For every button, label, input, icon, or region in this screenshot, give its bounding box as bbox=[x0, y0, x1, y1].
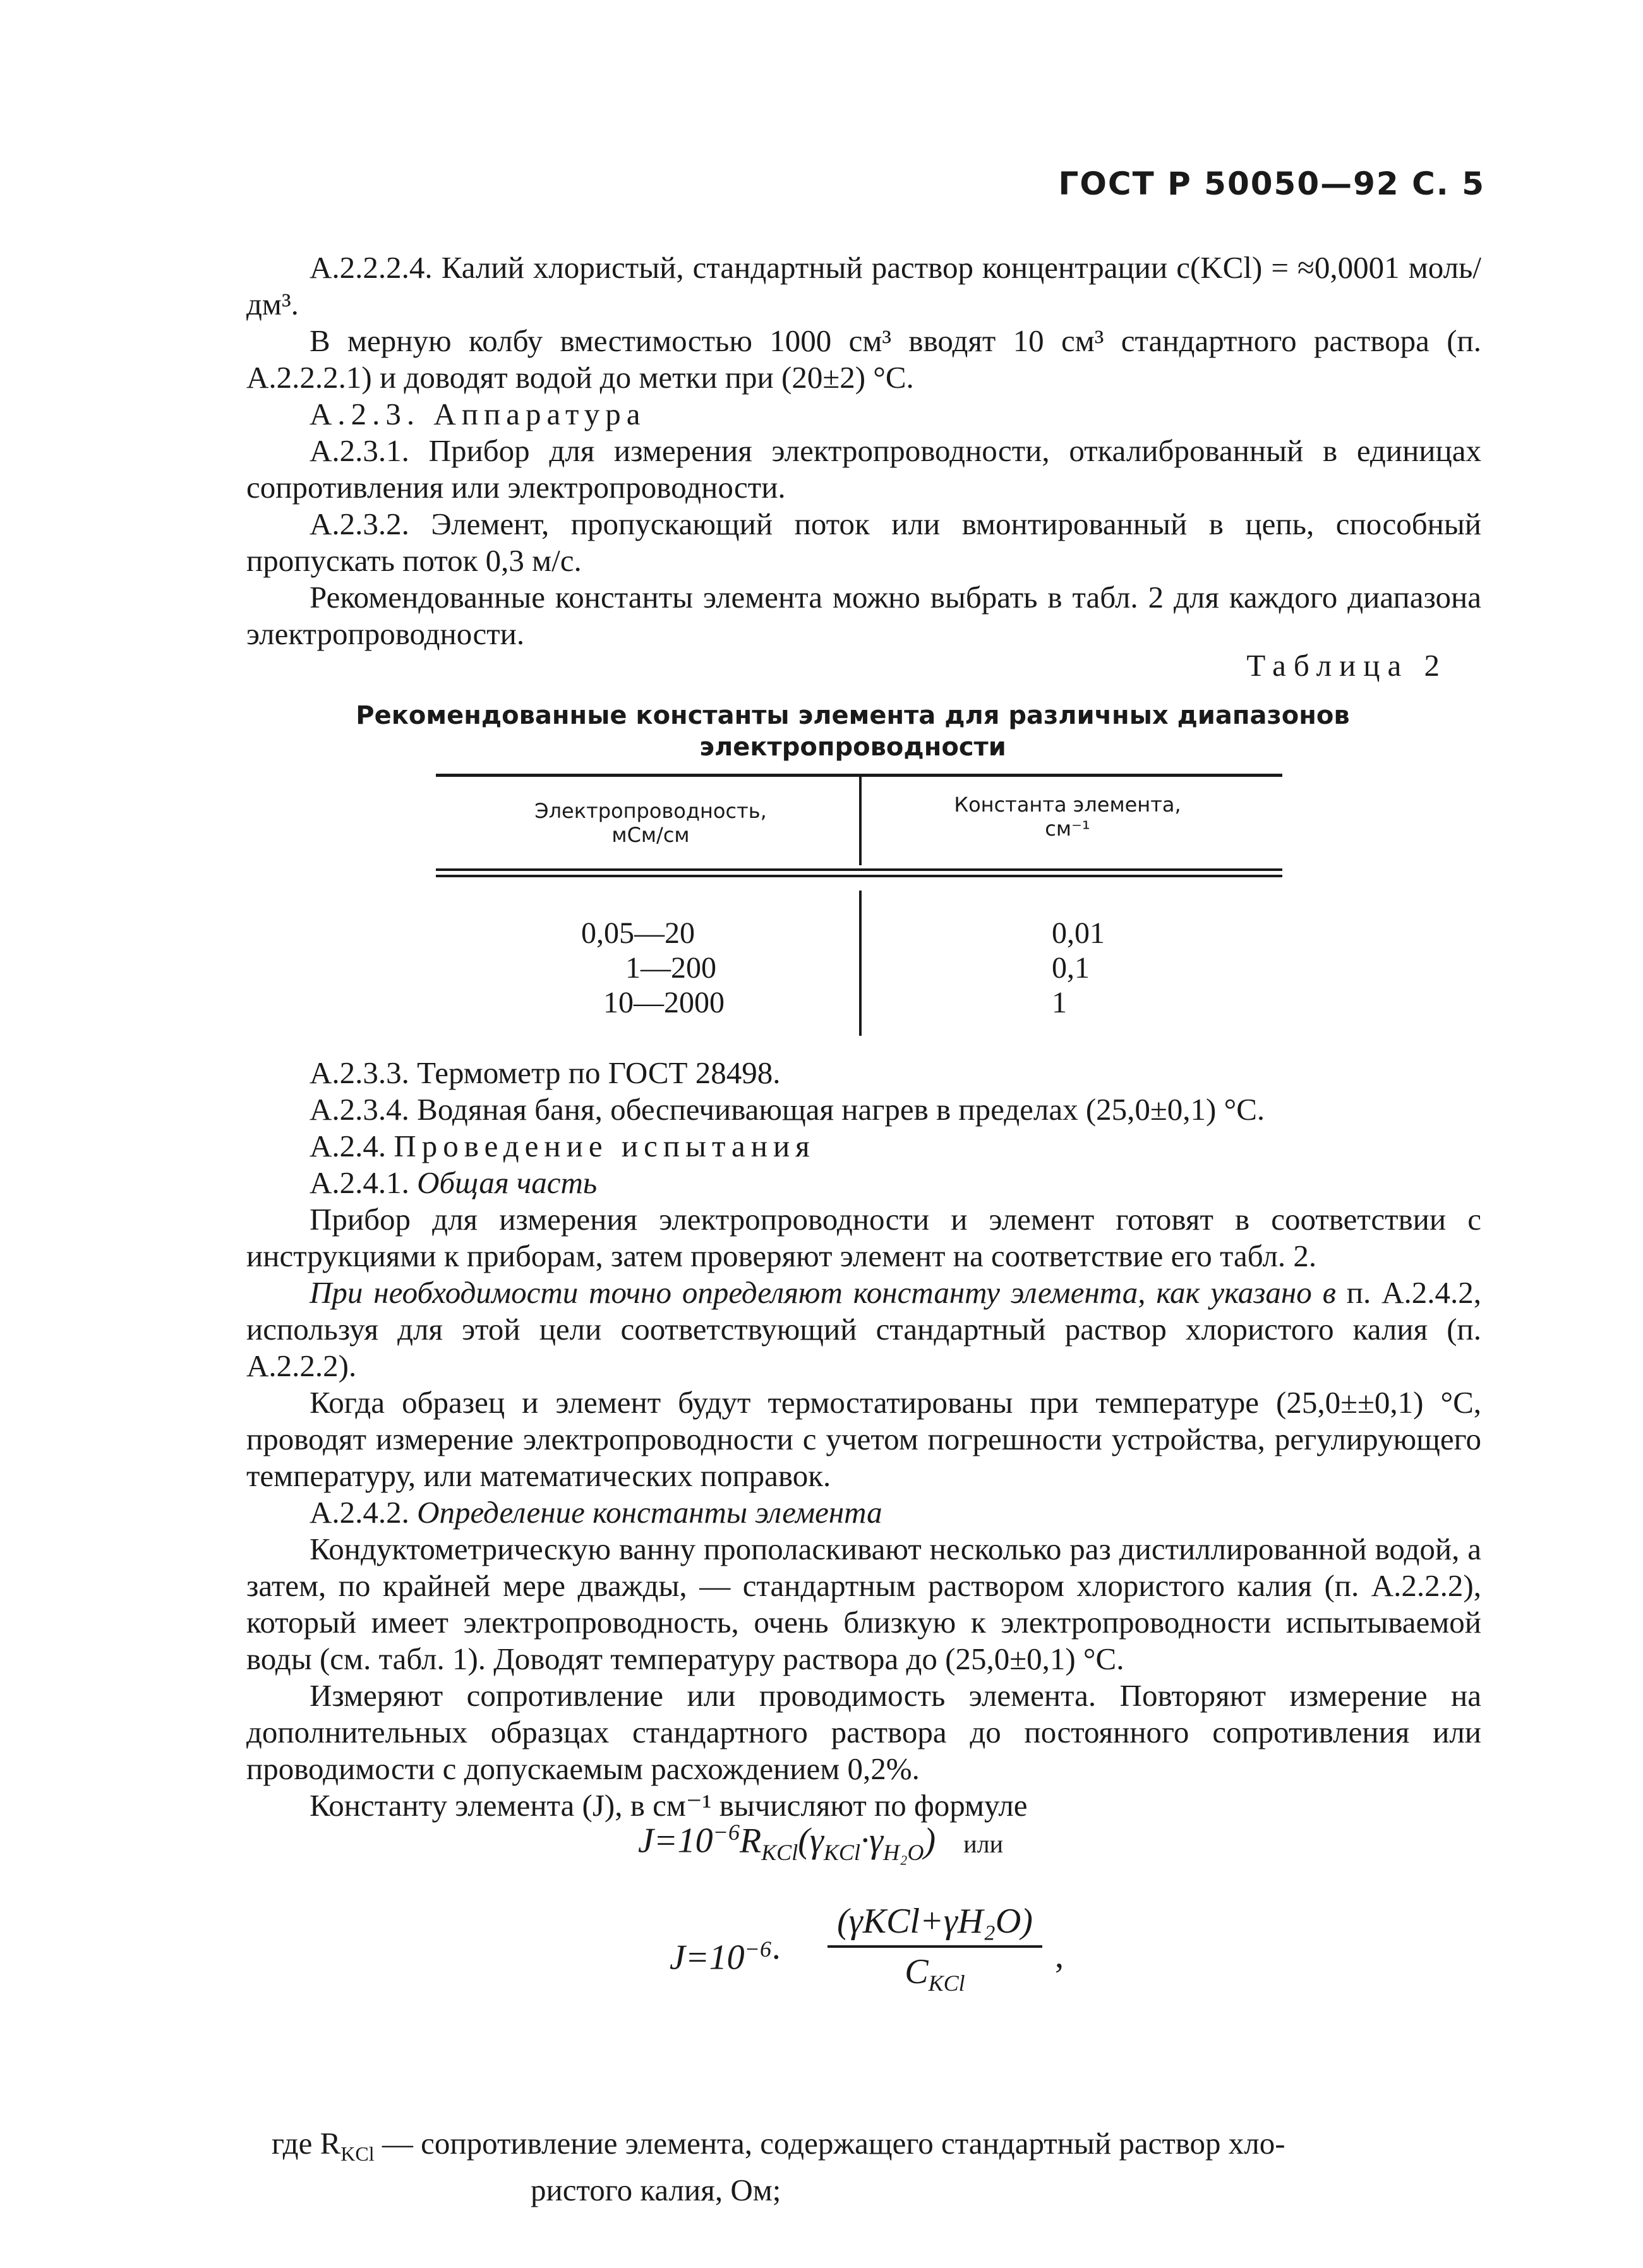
table-cell-range: 1—200 bbox=[625, 951, 716, 985]
section-heading: А.2.4. Проведение испытания bbox=[310, 1129, 815, 1163]
fraction-numerator: (γKCl+γH₂O) bbox=[828, 1901, 1042, 1948]
paragraph: Кондуктометрическую ванну прополаскивают несколько раз дистиллированной водой, а затем, по крайней мере дважды, — стандартным раствором хлористого калия (п. А.2.2.2), который имеет электропроводность, очень близкую к электропроводности испытываемой воды (см. табл. 1). Доводят температуру раствора до (25,0±0,1) °С. bbox=[246, 1532, 1481, 1676]
paragraph: Когда образец и элемент будут термостатированы при температуре (25,0±±0,1) °С, проводят измерение электропроводности с учетом погрешности устройства, регулирующего температуру, или математических поправок. bbox=[246, 1385, 1481, 1493]
table-cell-constant: 0,1 bbox=[1052, 951, 1090, 985]
paragraph: Константу элемента (J), в см⁻¹ вычисляют по формуле bbox=[310, 1788, 1028, 1823]
table-cell-constant: 1 bbox=[1052, 986, 1067, 1019]
table-cell-range: 10—2000 bbox=[603, 986, 725, 1019]
paragraph: В мерную колбу вместимостью 1000 см³ вводят 10 см³ стандартного раствора (п. А.2.2.2.1) и доводят водой до метки при (20±2) °С. bbox=[246, 323, 1481, 395]
paragraph: А.2.3.1. Прибор для измерения электропроводности, откалиброванный в единицах сопротивления или электропроводности. bbox=[246, 433, 1481, 505]
paragraph: А.2.3.4. Водяная баня, обеспечивающая нагрев в пределах (25,0±0,1) °С. bbox=[310, 1092, 1265, 1127]
table-title bbox=[316, 700, 1390, 763]
formula-cell-constant-2: $J=10^{-6}\cdot$ (γKCl+γH₂O) $C_{KCl}$ , bbox=[670, 1902, 1064, 1996]
legend-line: где $R_{KCl}$ — сопротивление элемента, содержащего стандартный раствор хло- bbox=[272, 2126, 1285, 2165]
table-divider bbox=[859, 891, 862, 1036]
paragraph: Измеряют сопротивление или проводимость элемента. Повторяют измерение на дополнительных образцах стандартного раствора до постоянного сопротивления или проводимости с допускаемым расхождением 0,2%. bbox=[246, 1678, 1481, 1786]
column-header-conductivity: Электропроводность, мСм/см bbox=[534, 799, 767, 847]
paragraph: А.2.3.3. Термометр по ГОСТ 28498. bbox=[310, 1055, 781, 1090]
table-cell-range: 0,05—20 bbox=[581, 916, 695, 950]
page-header: ГОСТ Р 50050—92 С. 5 bbox=[1058, 165, 1485, 202]
constants-table bbox=[436, 774, 1282, 1039]
paragraph: Прибор для измерения электропроводности и элемент готовят в соответствии с инструкциями к приборам, затем проверяют элемент на соответствие его табл. 2. bbox=[246, 1202, 1481, 1273]
column-header-constant: Константа элемента, см⁻¹ bbox=[954, 793, 1181, 841]
legend-line: ристого калия, Ом; bbox=[531, 2172, 781, 2207]
subsection-heading: А.2.4.2. Определение константы элемента bbox=[310, 1495, 882, 1530]
paragraph: Рекомендованные константы элемента можно выбрать в табл. 2 для каждого диапазона электропроводности. bbox=[246, 580, 1481, 651]
formula-legend bbox=[272, 2125, 1481, 2209]
paragraph: А.2.2.2.4. Калий хлористый, стандартный раствор концентрации c(KCl) = ≈0,0001 моль/дм³. bbox=[246, 250, 1481, 321]
table-divider bbox=[859, 777, 862, 865]
fraction-denominator: $C_{KCl}$ bbox=[905, 1952, 965, 1996]
top-text-block bbox=[246, 249, 1481, 652]
paragraph: При необходимости точно определяют константу элемента, как указано в п. А.2.4.2, используя для этой цели соответствующий стандартный раствор хлористого калия (п. А.2.2.2). bbox=[246, 1275, 1482, 1383]
table-header-rule bbox=[436, 868, 1282, 871]
formula-cell-constant-1: $J=10^{-6}R_{KCl}(\gamma_{KCl}\cdot\gamma_{H_2O})$ или bbox=[638, 1820, 1003, 1865]
procedure-text-block bbox=[246, 1055, 1481, 1824]
section-heading: А.2.3. Аппаратура bbox=[310, 397, 646, 431]
table-cell-constant: 0,01 bbox=[1052, 916, 1105, 950]
table-header-rule bbox=[436, 875, 1282, 877]
subsection-heading: А.2.4.1. Общая часть bbox=[310, 1165, 598, 1200]
table-title-line: Рекомендованные константы элемента для различных диапазонов bbox=[356, 701, 1350, 730]
table-title-line: электропроводности bbox=[699, 733, 1006, 762]
paragraph: А.2.3.2. Элемент, пропускающий поток или вмонтированный в цепь, способный пропускать поток 0,3 м/с. bbox=[246, 507, 1481, 578]
table-label: Таблица 2 bbox=[1246, 648, 1447, 683]
